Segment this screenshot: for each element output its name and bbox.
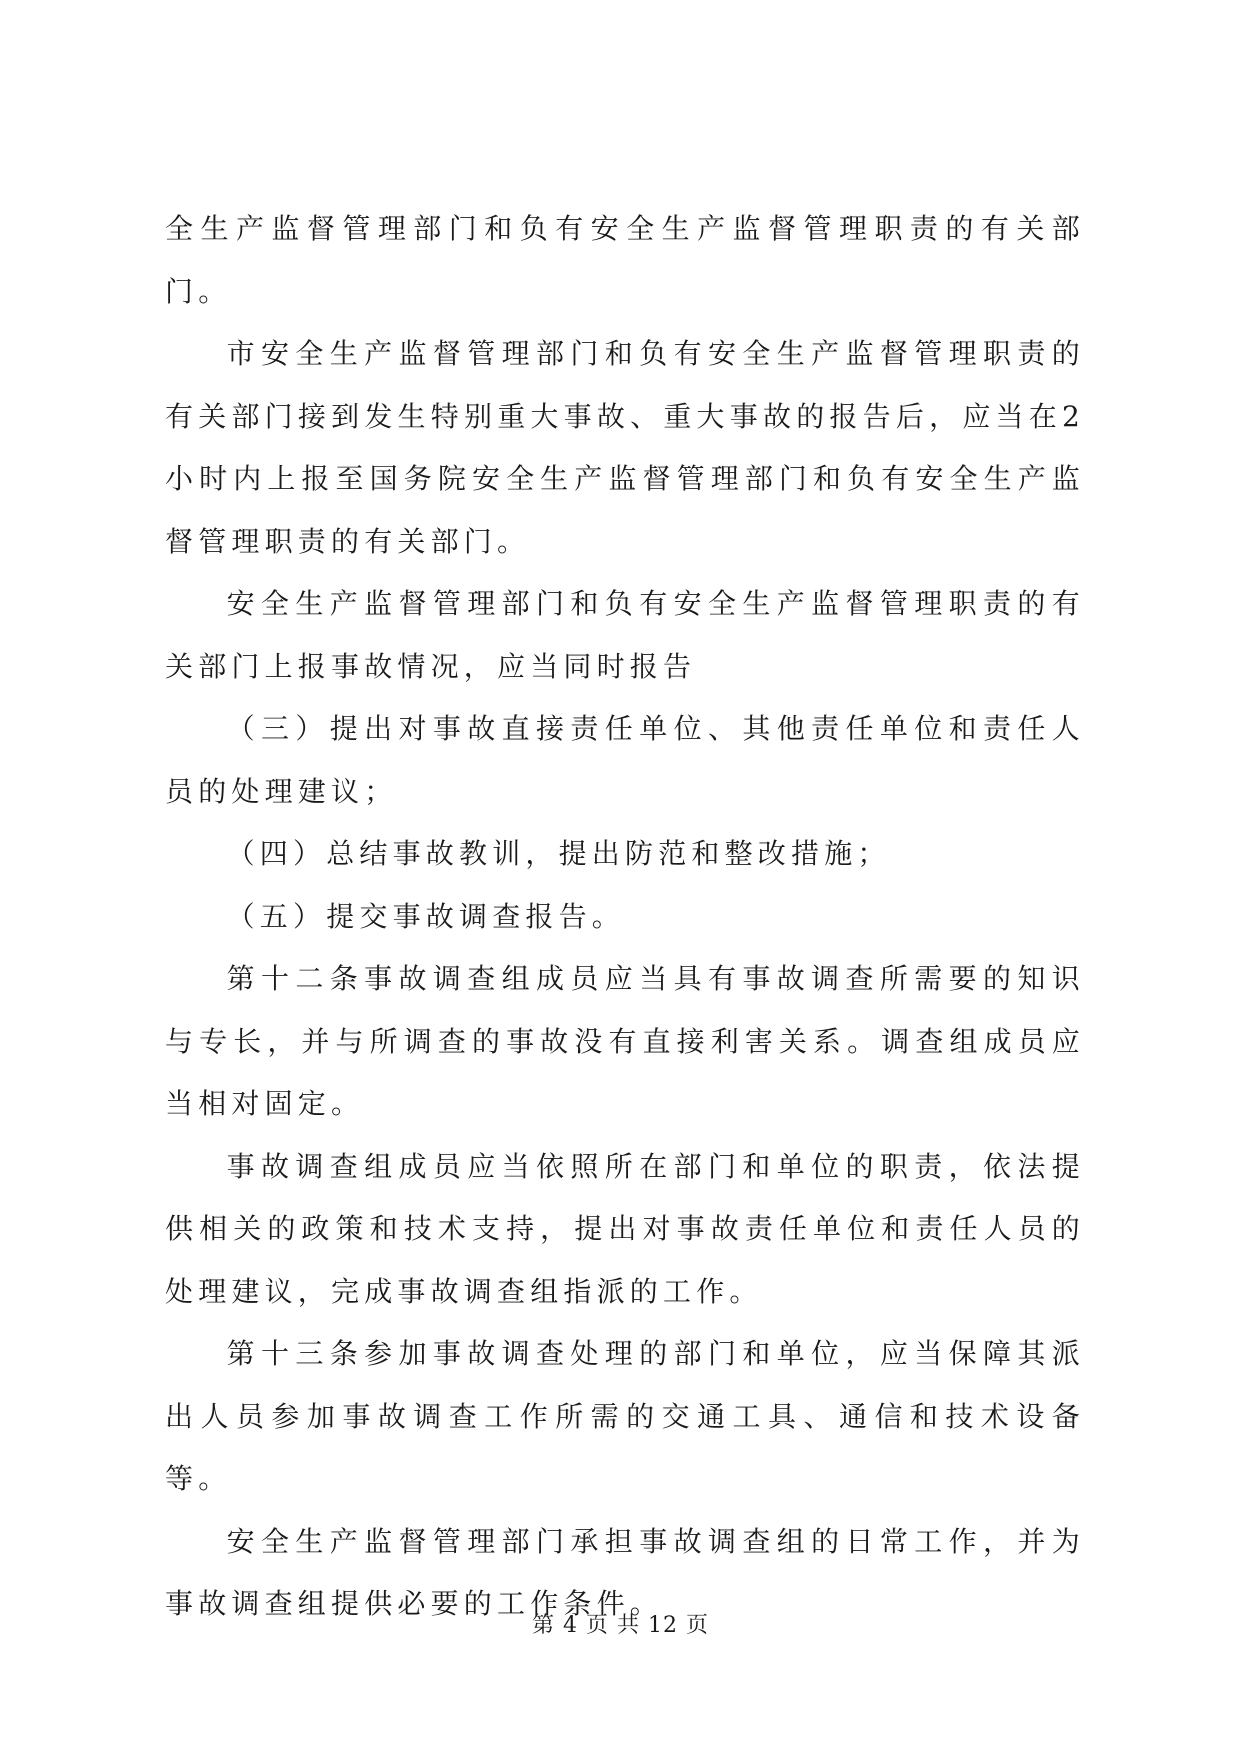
list-item: （五）提交事故调查报告。 (226, 899, 625, 933)
paragraph: 第十三条参加事故调查处理的部门和单位，应当保障其派出人员参加事故调查工作所需的交通工具、通信和技术设备等。 (165, 1337, 1085, 1495)
paragraph: 市安全生产监督管理部门和负有安全生产监督管理职责的有关部门接到发生特别重大事故、重大事故的报告后，应当在2小时内上报至国务院安全生产监督管理部门和负有安全生产监督管理职责的有关部门。 (165, 337, 1085, 558)
document-body (165, 198, 1085, 1636)
list-item: （三）提出对事故直接责任单位、其他责任单位和责任人员的处理建议； (165, 712, 1085, 808)
paragraph: 第十二条事故调查组成员应当具有事故调查所需要的知识与专长，并与所调查的事故没有直接利害关系。调查组成员应当相对固定。 (165, 962, 1085, 1120)
paragraph: 安全生产监督管理部门和负有安全生产监督管理职责的有关部门上报事故情况，应当同时报告 (165, 587, 1085, 683)
list-item: （四）总结事故教训，提出防范和整改措施； (226, 837, 891, 870)
paragraph: 全生产监督管理部门和负有安全生产监督管理职责的有关部门。 (165, 212, 1085, 308)
paragraph: 安全生产监督管理部门承担事故调查组的日常工作，并为事故调查组提供必要的工作条件。 (165, 1524, 1085, 1620)
page-number-footer: 第 4 页 共 12 页 (532, 1613, 709, 1638)
paragraph: 事故调查组成员应当依照所在部门和单位的职责，依法提供相关的政策和技术支持，提出对事故责任单位和责任人员的处理建议，完成事故调查组指派的工作。 (165, 1149, 1085, 1308)
